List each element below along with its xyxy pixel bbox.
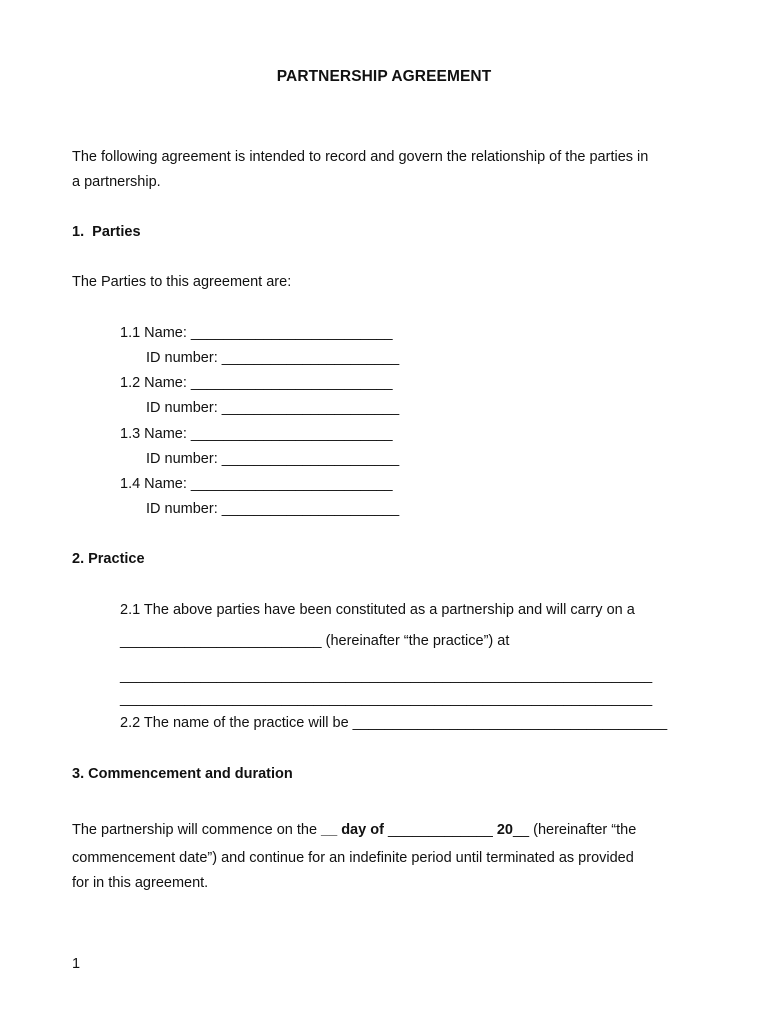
intro-line-2: a partnership.	[72, 174, 161, 190]
party-2-name: 1.2 Name: _________________________	[120, 375, 393, 391]
party-3-id: ID number: ______________________	[146, 451, 400, 467]
commencement-day-of: __ day of	[321, 822, 388, 838]
parties-lead: The Parties to this agreement are:	[72, 274, 292, 290]
section-2-heading: 2. Practice	[72, 551, 145, 567]
commencement-month-blank: _____________	[387, 822, 497, 838]
party-4-id: ID number: ______________________	[146, 501, 400, 517]
commencement-year: 20	[496, 822, 513, 838]
party-1-id: ID number: ______________________	[146, 350, 400, 366]
commencement-line-3: for in this agreement.	[72, 875, 209, 891]
party-3-name: 1.3 Name: _________________________	[120, 426, 393, 442]
document-title: PARTNERSHIP AGREEMENT	[276, 68, 492, 85]
practice-address-line-2: __________________________________________________________________	[120, 691, 653, 707]
section-1-heading: 1. Parties	[72, 224, 141, 240]
party-4-name: 1.4 Name: _________________________	[120, 476, 393, 492]
commencement-line-2: commencement date”) and continue for an indefinite period until terminated as provided	[72, 850, 634, 866]
party-1-name: 1.1 Name: _________________________	[120, 325, 393, 341]
commencement-text-a: The partnership will commence on the	[72, 822, 322, 838]
practice-2-1-line-2: _________________________ (hereinafter “the practice”) at	[120, 633, 510, 649]
intro-line-1: The following agreement is intended to record and govern the relationship of the parties in	[72, 149, 649, 165]
commencement-text-e: __ (hereinafter “the	[512, 822, 637, 838]
commencement-line-1	[72, 821, 636, 839]
party-2-id: ID number: ______________________	[146, 400, 400, 416]
practice-address-line-1: __________________________________________________________________	[120, 668, 653, 684]
practice-2-1-line-1: 2.1 The above parties have been constituted as a partnership and will carry on a	[120, 602, 635, 618]
page-number: 1	[72, 956, 81, 972]
section-3-heading: 3. Commencement and duration	[72, 766, 293, 782]
practice-2-2: 2.2 The name of the practice will be _______________________________________	[120, 715, 668, 731]
